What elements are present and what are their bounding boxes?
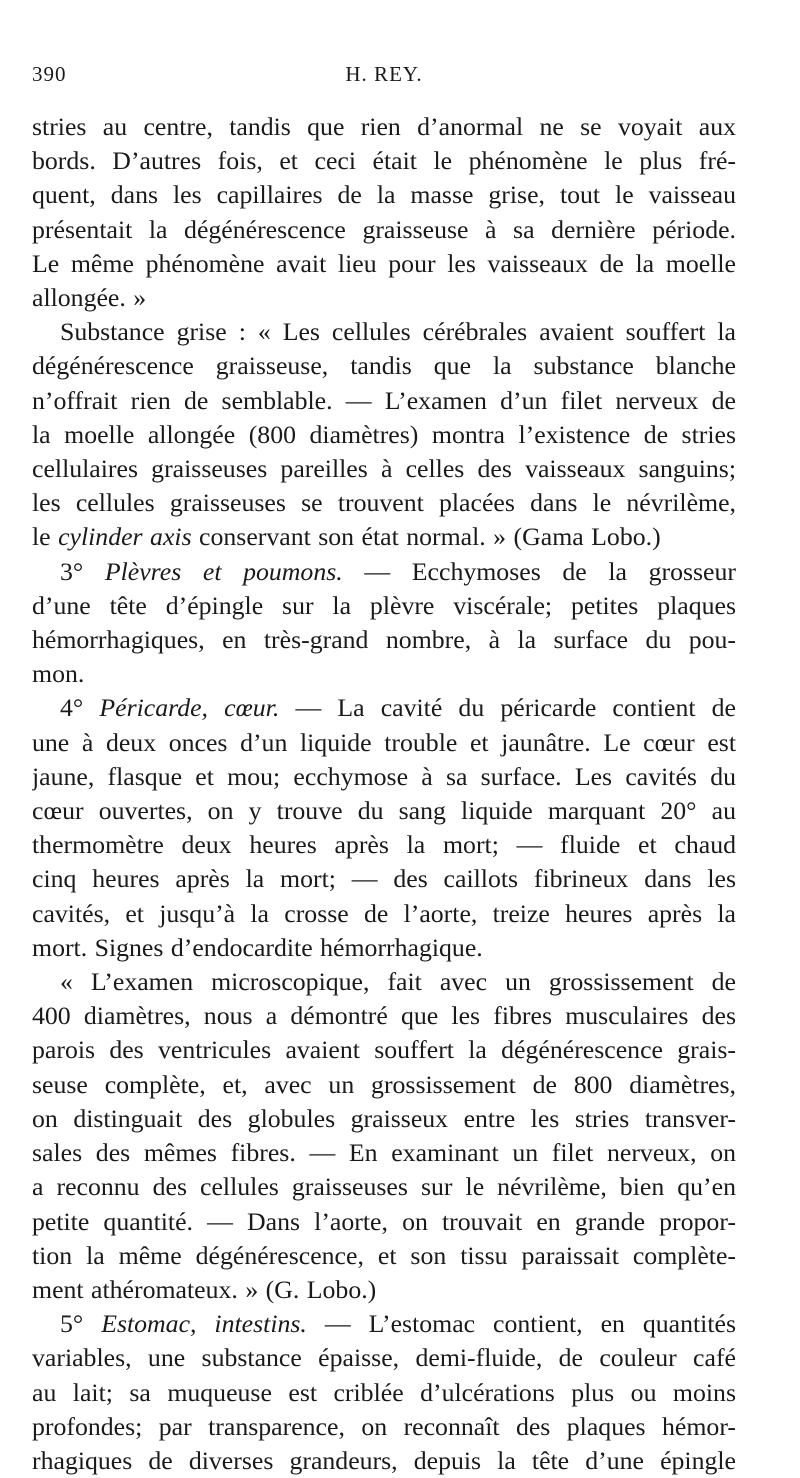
text-line: bords. D’autres fois, et ceci était le phénomène le plus fré- [32,146,736,176]
text-line: cavités, et jusqu’à la crosse de l’aorte, treize heures après la [32,898,736,928]
text-line: 400 diamètres, nous a démontré que les fibres musculaires des [32,1001,736,1031]
text-line: dégénérescence graisseuse, tandis que la substance blanche [32,351,736,381]
text-line: les cellules graisseuses se trouvent placées dans le névrilème, [32,488,736,518]
text-line: allongée. » [32,283,147,313]
italic-run: Péricarde, cœur. [99,693,280,723]
text-line: d’une tête d’épingle sur la plèvre viscérale; petites plaques [32,590,736,620]
text-run: — L’estomac contient, en quantités [306,1309,736,1339]
body-text [32,110,736,1478]
text-line: rhagiques de diverses grandeurs, depuis la tête d’une épingle [32,1445,736,1475]
text-line: parois des ventricules avaient souffert la dégénérescence grais- [32,1035,736,1065]
text-line: petite quantité. — Dans l’aorte, on trouvait en grande propor- [32,1206,736,1236]
text-line [32,520,736,554]
text-line: mon. [32,659,85,689]
text-line: profondes; par transparence, on reconnaît des plaques hémor- [32,1411,736,1441]
text-line: mort. Signes d’endocardite hémorrhagique. [32,932,483,962]
text-run: 4° [60,693,100,723]
text-line: thermomètre deux heures après la mort; — fluide et chaud [32,830,736,860]
text-line: variables, une substance épaisse, demi-fluide, de couleur café [32,1343,736,1373]
text-line: hémorrhagiques, en très-grand nombre, à la surface du pou- [32,625,736,655]
italic-run: Plèvres et poumons. [104,556,343,586]
text-line: Substance grise : « Les cellules cérébrales avaient souffert la [60,317,736,347]
text-line: n’offrait rien de semblable. — L’examen d’un filet nerveux de [32,385,736,415]
text-line: présentait la dégénérescence graisseuse à sa dernière période. [32,214,736,244]
text-line: au lait; sa muqueuse est criblée d’ulcérations plus ou moins [32,1377,736,1407]
text-run: le [32,522,59,552]
text-line: cinq heures après la mort; — des caillots fibrineux dans les [32,864,736,894]
text-line: ment athéromateux. » (G. Lobo.) [32,1274,377,1304]
italic-run: cylinder axis [58,522,192,552]
text-line: sales des mêmes fibres. — En examinant un filet nerveux, on [32,1138,736,1168]
running-head: H. REY. [345,62,423,86]
text-line: une à deux onces d’un liquide trouble et jaunâtre. Le cœur est [32,727,736,757]
text-line: tion la même dégénérescence, et son tissu paraissait complète- [32,1240,736,1270]
text-line [32,555,736,589]
text-line: seuse complète, et, avec un grossissement de 800 diamètres, [32,1069,736,1099]
text-line: cœur ouvertes, on y trouve du sang liquide marquant 20° au [32,796,736,826]
page-header [32,62,736,92]
text-run: — Ecchymoses de la grosseur [342,556,736,586]
text-line: a reconnu des cellules graisseuses sur le névrilème, bien qu’en [32,1172,736,1202]
text-run: — La cavité du péricarde contient de [279,693,736,723]
text-line [32,691,736,725]
text-line: cellulaires graisseuses pareilles à celles des vaisseaux sanguins; [32,454,736,484]
text-line: on distinguait des globules graisseux entre les stries transver- [32,1103,736,1133]
text-line [32,1307,736,1341]
text-line: la moelle allongée (800 diamètres) montra l’existence de stries [32,419,736,449]
text-run: conservant son état normal. » (Gama Lobo.) [191,522,661,552]
text-line: stries au centre, tandis que rien d’anormal ne se voyait aux [32,112,736,141]
text-line: Le même phénomène avait lieu pour les vaisseaux de la moelle [32,248,736,278]
text-line: jaune, flasque et mou; ecchymose à sa surface. Les cavités du [32,761,736,791]
text-line: « L’examen microscopique, fait avec un grossissement de [60,967,736,997]
book-page [32,62,736,1478]
italic-run: Estomac, intestins. [101,1309,307,1339]
text-run: 5° [60,1309,102,1339]
text-run: 3° [60,556,105,586]
page-number: 390 [32,62,67,86]
text-line: quent, dans les capillaires de la masse grise, tout le vaisseau [32,180,736,210]
